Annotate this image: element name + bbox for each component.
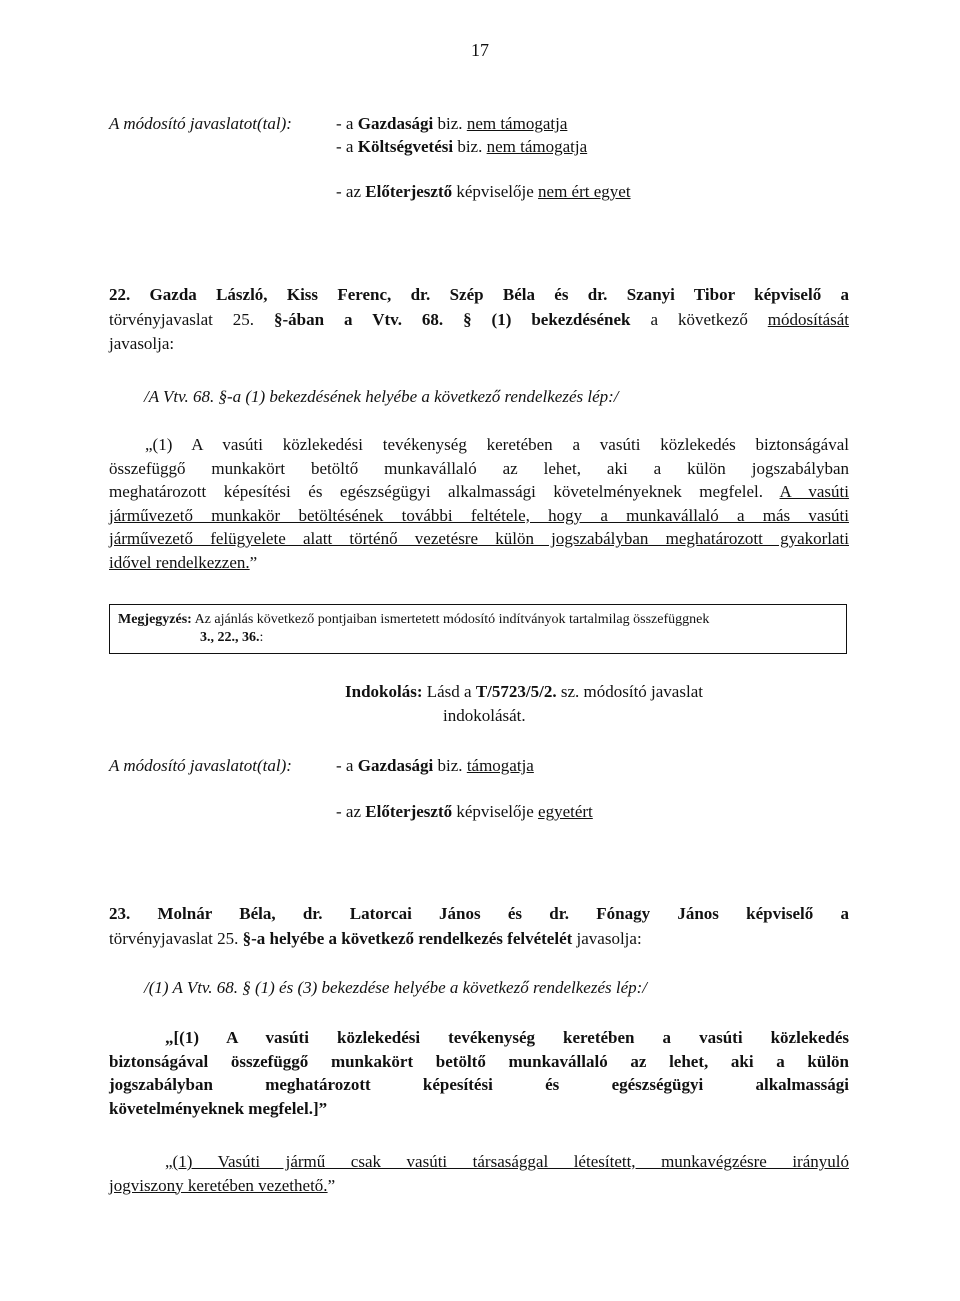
vote-line: - a Gazdasági biz. nem támogatja xyxy=(336,114,568,133)
item-22-text: „(1) A vasúti közlekedési tevékenység keretében a vasúti közlekedés biztonságával összefüggő munkakört betöltő munkavállaló az lehet, aki a külön jogszabályban meghatározott képesítési és egészségügyi alkalmassági követelményeknek megfelel. A vasúti járművezető munkakör betöltésének további feltétele, hogy a munkavállaló a más vasúti járművezető felügyelete alatt történő vezetésre külön jogszabályban meghatározott gyakorlati idővel rendelkezzen.” xyxy=(109,435,849,572)
vote-line: - a Gazdasági biz. támogatja xyxy=(336,756,534,775)
note-text: Megjegyzés: Az ajánlás következő pontjaiban ismertetett módosító indítványok tartalmilag összefüggnek xyxy=(118,612,710,627)
vote-line: - az Előterjesztő képviselője egyetért xyxy=(336,802,593,821)
item-23-heading: 23. Molnár Béla, dr. Latorcai János és dr. Fónagy János képviselő a törvényjavaslat 25. §-a helyébe a következő rendelkezés felvételét javasolja: xyxy=(109,904,849,948)
item-23-deleted-text: „[(1) A vasúti közlekedési tevékenység keretében a vasúti közlekedés biztonságával összefüggő munkakört betöltő munkavállaló az lehet, aki a külön jogszabályban meghatározott képesítési és egészségügyi alkalmassági követelményeknek megfelel.]” xyxy=(109,1028,849,1118)
justification-line: indokolását. xyxy=(443,706,526,725)
vote-line: - a Költségvetési biz. nem támogatja xyxy=(336,137,588,156)
item-23-new-text: „(1) Vasúti jármű csak vasúti társasággal létesített, munkavégzésre irányuló jogviszony keretében vezethető.” xyxy=(109,1152,849,1195)
note-box xyxy=(109,604,847,654)
item-23-reference: /(1) A Vtv. 68. § (1) és (3) bekezdése helyébe a következő rendelkezés lép:/ xyxy=(144,978,648,997)
vote-label: A módosító javaslatot(tal): xyxy=(109,756,292,775)
note-refs: 3., 22., 36.: xyxy=(200,630,264,645)
vote-label: A módosító javaslatot(tal): xyxy=(109,114,292,133)
vote-line: - az Előterjesztő képviselője nem ért egyet xyxy=(336,182,631,201)
justification: Indokolás: Lásd a T/5723/5/2. sz. módosító javaslat xyxy=(345,682,703,701)
item-22-heading: 22. Gazda László, Kiss Ferenc, dr. Szép Béla és dr. Szanyi Tibor képviselő a törvényjavaslat 25. §-ában a Vtv. 68. § (1) bekezdésének a következő módosítását javasolja: xyxy=(109,285,849,353)
item-22-reference: /A Vtv. 68. §-a (1) bekezdésének helyébe a következő rendelkezés lép:/ xyxy=(144,387,619,406)
page-number: 17 xyxy=(471,40,489,60)
